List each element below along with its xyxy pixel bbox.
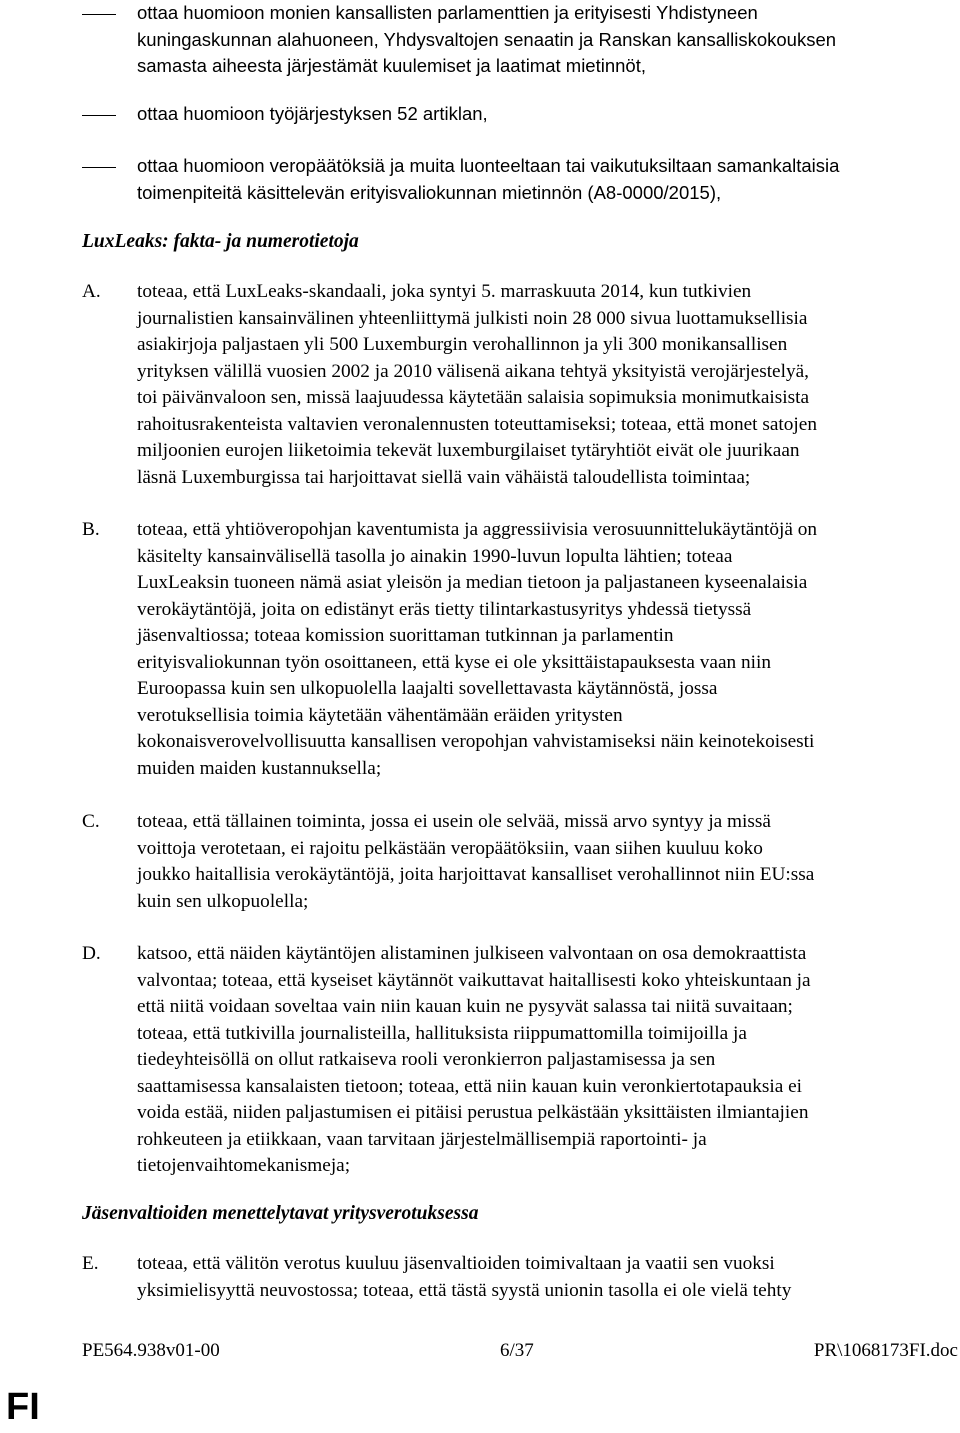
recital-label: C. <box>82 811 100 832</box>
section-heading: LuxLeaks: fakta- ja numerotietoja <box>82 231 359 252</box>
footer-filename: PR\1068173FI.doc <box>813 1340 958 1361</box>
intro-item-text: ottaa huomioon työjärjestyksen 52 artiklan, <box>137 103 488 124</box>
recital-text: toteaa, että yhtiöveropohjan kaventumista ja aggressiivisia verosuunnittelukäytäntöjä on käsitelty kansainvälisellä tasolla jo ainakin 1990-luvun lopulta lähtien; toteaa LuxLeaksin tuoneen nämä asiat yleisön ja median tietoon ja paljastaneen kyseenalaisia verokäytäntöjä, joita on edistänyt eräs tietty tilintarkastusyritys yhdessä tietyssä jäsenvaltiossa; toteaa komission suorittaman tutkinnan ja parlamentin erityisvaliokunnan työn osoittaneen, että kyse ei ole yksittäistapauksesta vaan niin Euroopassa kuin sen ulkopuolella laajalti sovellettavasta käytännöstä, jossa verotuksellisia toimia käytetään vähentämään eräiden yritysten kokonaisverovelvollisuutta kansallisen veropohjan vahvistamiseksi näin keinotekoisesti muiden maiden kustannuksella; <box>137 519 818 779</box>
intro-item-text: ottaa huomioon monien kansallisten parlamenttien ja erityisesti Yhdistyneen kuningaskunnan alahuoneen, Yhdysvaltojen senaatin ja Ranskan kansalliskokouksen samasta aiheesta järjestämät kuulemiset ja laatimat mietinnöt, <box>137 2 837 76</box>
recital-label: A. <box>82 281 101 302</box>
recital-text: toteaa, että välitön verotus kuuluu jäsenvaltioiden toimivaltaan ja vaatii sen vuoksi yksimielisyyttä neuvostossa; toteaa, että tästä syystä unionin tasolla ei ole vielä tehty <box>137 1253 792 1301</box>
dash-marker <box>82 14 116 15</box>
dash-marker <box>82 115 116 116</box>
intro-item-text: ottaa huomioon veropäätöksiä ja muita luonteeltaan tai vaikutuksiltaan samankaltaisia toimenpiteitä käsittelevän erityisvaliokunnan mietinnön (A8-0000/2015), <box>137 155 840 203</box>
recital-label: D. <box>82 943 101 964</box>
footer-doc-ref: PE564.938v01-00 <box>82 1340 220 1361</box>
recital-text: toteaa, että LuxLeaks-skandaali, joka syntyi 5. marraskuuta 2014, kun tutkivien journalistien kansainvälinen yhteenliittymä julkisti noin 28 000 sivua luottamuksellisia asiakirjoja paljastaen yli 500 Luxemburgin verohallinnon ja yli 300 monikansallisen yrityksen välillä vuosien 2002 ja 2010 välisenä aikana tehtyä yksityistä verojärjestelyä, toi päivänvaloon sen, missä laajuudessa käytetään salaisia sopimuksia monimutkaisista rahoitusrakenteista valtavien veronalennusten toteuttamiseksi; toteaa, että monet satojen miljoonien eurojen liiketoimia tekevät luxemburgilaiset tytäryhtiöt eivät ole juurikaan läsnä Luxemburgissa tai harjoittavat siellä vain vähäistä taloudellista toimintaa; <box>137 281 817 488</box>
recital-text: katsoo, että näiden käytäntöjen alistaminen julkiseen valvontaan on osa demokraattista valvontaa; toteaa, että kyseiset käytännöt vaikuttavat haitallisesti koko yhteiskuntaan ja että niitä voidaan soveltaa vain niin kauan kuin ne pysyvät salassa tai niitä suvaitaan; toteaa, että tutkivilla journalisteilla, hallituksista riippumattomilla toimijoilla ja tiedeyhteisöllä on ollut ratkaiseva rooli veronkierron paljastamisessa ja sen saattamisessa kansalaisten tietoon; toteaa, että niin kauan kuin veronkiertotapauksia ei voida estää, niiden paljastumisen ei pitäisi perustua pelkästään yksittäisten ilmiantajien rohkeuteen ja etiikkaan, vaan tarvitaan järjestelmällisempiä raportointi- ja tietojenvaihtomekanismeja; <box>137 943 811 1176</box>
language-code: FI <box>6 1386 40 1428</box>
dash-marker <box>82 167 116 168</box>
footer-page-number: 6/37 <box>500 1340 534 1361</box>
recital-label: E. <box>82 1253 99 1274</box>
section-heading: Jäsenvaltioiden menettelytavat yritysverotuksessa <box>82 1203 479 1224</box>
recital-label: B. <box>82 519 100 540</box>
recital-text: toteaa, että tällainen toiminta, jossa ei usein ole selvää, missä arvo syntyy ja missä voittoja verotetaan, ei rajoitu pelkästään veropäätöksiin, vaan siihen kuuluu koko joukko haitallisia verokäytäntöjä, joita harjoittavat kansalliset verohallinnot niin EU:ssa kuin sen ulkopuolella; <box>137 811 815 912</box>
